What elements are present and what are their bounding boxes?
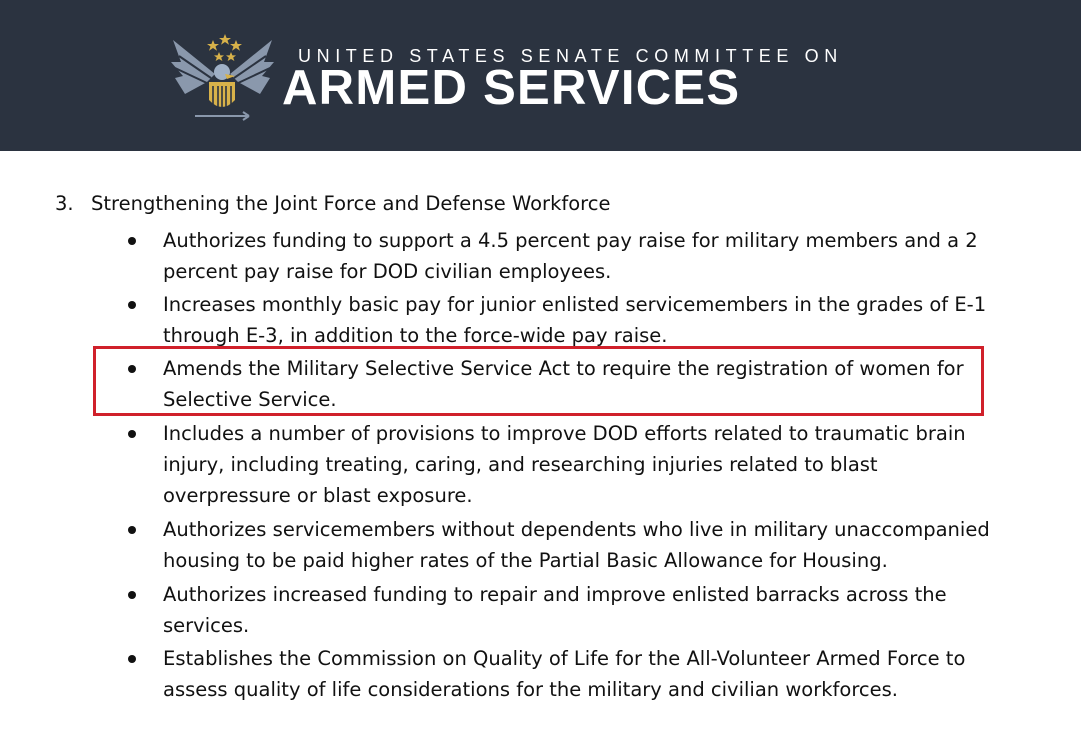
list-item-text [163,289,993,351]
bullet-icon [128,526,136,534]
list-item-line: Authorizes increased funding to repair and improve enlisted barracks across the [163,583,947,606]
list-item-text [163,225,993,287]
committee-banner [0,0,1081,151]
section-heading [55,192,610,215]
section-heading-text: Strengthening the Joint Force and Defense Workforce [91,192,611,215]
list-item-line: Authorizes funding to support a 4.5 percent pay raise for military members and a 2 [163,229,978,252]
list-item-line: injury, including treating, caring, and researching injuries related to blast [163,453,878,476]
list-item-line: Selective Service. [163,388,337,411]
banner-title: ARMED SERVICES [282,61,741,115]
bullet-icon [128,430,136,438]
list-item-line: assess quality of life considerations for the military and civilian workforces. [163,678,899,701]
bullet-icon [128,591,136,599]
list-item-text [163,514,993,576]
list-item-text [163,579,993,641]
list-item-line: Authorizes servicemembers without dependents who live in military unaccompanied [163,518,990,541]
list-item-line: through E-3, in addition to the force-wide pay raise. [163,324,668,347]
list-item-line: housing to be paid higher rates of the Partial Basic Allowance for Housing. [163,549,888,572]
section-number: 3. [55,192,74,215]
bullet-icon [128,237,136,245]
list-item-line: Increases monthly basic pay for junior enlisted servicemembers in the grades of E-1 [163,293,987,316]
list-item-line: Amends the Military Selective Service Act to require the registration of women for [163,357,964,380]
list-item-text [163,418,993,511]
list-item-line: Includes a number of provisions to improve DOD efforts related to traumatic brain [163,422,966,445]
list-item-line: overpressure or blast exposure. [163,484,473,507]
bullet-icon [128,655,136,663]
list-item-line: percent pay raise for DOD civilian employees. [163,260,612,283]
list-item-text [163,643,993,705]
highlight-box [93,346,984,416]
eagle-shield-stars-icon [165,32,280,124]
list-item-line: Establishes the Commission on Quality of Life for the All-Volunteer Armed Force to [163,647,966,670]
bullet-icon [128,301,136,309]
list-item-line: services. [163,614,250,637]
banner-committee-line: UNITED STATES SENATE COMMITTEE ON [298,46,843,66]
